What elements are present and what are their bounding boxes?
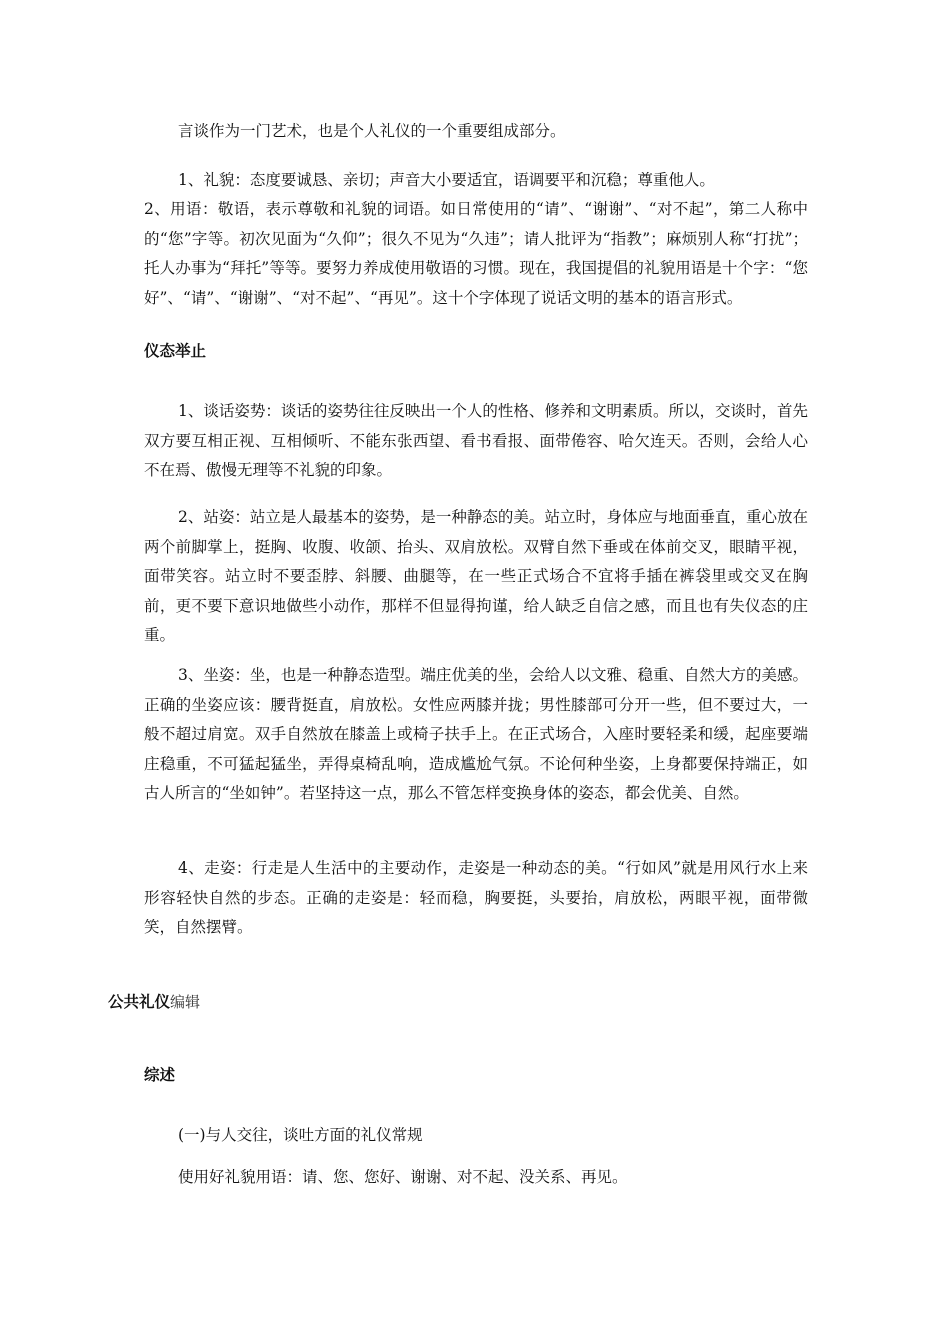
deportment-paragraph-sitting: 3、坐姿：坐，也是一种静态造型。端庄优美的坐，会给人以文雅、稳重、自然大方的美感。正确的坐姿应该：腰背挺直，肩放松。女性应两膝并拢；男性膝部可分开一些，但不要过大，一般不超过肩宽。双手自然放在膝盖上或椅子扶手上。在正式场合，入座时要轻柔和缓，起座要端庄稳重，不可猛起猛坐，弄得桌椅乱响，造成尴尬气氛。不论何种坐姿，上身都要保持端正，如古人所言的“坐如钟”。若坚持这一点，那么不管怎样变换身体的姿态，都会优美、自然。 [144, 666, 808, 802]
section-title-public-etiquette [108, 990, 200, 1012]
deportment-paragraph-standing: 2、站姿：站立是人最基本的姿势，是一种静态的美。站立时，身体应与地面垂直，重心放在两个前脚掌上，挺胸、收腹、收颌、抬头、双肩放松。双臂自然下垂或在体前交叉，眼睛平视，面带笑容。站立时不要歪脖、斜腰、曲腿等，在一些正式场合不宜将手插在裤袋里或交叉在胸前，更不要下意识地做些小动作，那样不但显得拘谨，给人缺乏自信之感，而且也有失仪态的庄重。 [144, 508, 808, 644]
intro-paragraph: 言谈作为一门艺术，也是个人礼仪的一个重要组成部分。 [178, 122, 566, 140]
speech-item-courtesy: 1、礼貌：态度要诚恳、亲切；声音大小要适宜，语调要平和沉稳；尊重他人。 [178, 171, 715, 189]
edit-link[interactable]: 编辑 [170, 993, 201, 1011]
overview-polite-terms: 使用好礼貌用语：请、您、您好、谢谢、对不起、没关系、再见。 [178, 1168, 628, 1186]
public-etiquette-title: 公共礼仪 [108, 993, 171, 1011]
section-title-deportment: 仪态举止 [144, 342, 207, 360]
speech-item-wording: 2、用语：敬语，表示尊敬和礼貌的词语。如日常使用的“请”、“谢谢”、“对不起”，第二人称中的“您”字等。初次见面为“久仰”；很久不见为“久违”；请人批评为“指教”；麻烦别人称“打扰”；托人办事为“拜托”等等。要努力养成使用敬语的习惯。现在，我国提倡的礼貌用语是十个字：“您好”、“请”、“谢谢”、“对不起”、“再见”。这十个字体现了说话文明的基本的语言形式。 [144, 200, 808, 307]
overview-subheading: (一)与人交往，谈吐方面的礼仪常规 [178, 1126, 423, 1144]
deportment-paragraph-walking: 4、走姿：行走是人生活中的主要动作，走姿是一种动态的美。“行如风”就是用风行水上来形容轻快自然的步态。正确的走姿是：轻而稳，胸要挺，头要抬，肩放松，两眼平视，面带微笑，自然摆臂。 [144, 859, 808, 936]
deportment-paragraph-talking: 1、谈话姿势：谈话的姿势往往反映出一个人的性格、修养和文明素质。所以，交谈时，首先双方要互相正视、互相倾听、不能东张西望、看书看报、面带倦容、哈欠连天。否则，会给人心不在焉、傲慢无理等不礼貌的印象。 [144, 402, 808, 479]
section-title-overview: 综述 [144, 1066, 176, 1084]
